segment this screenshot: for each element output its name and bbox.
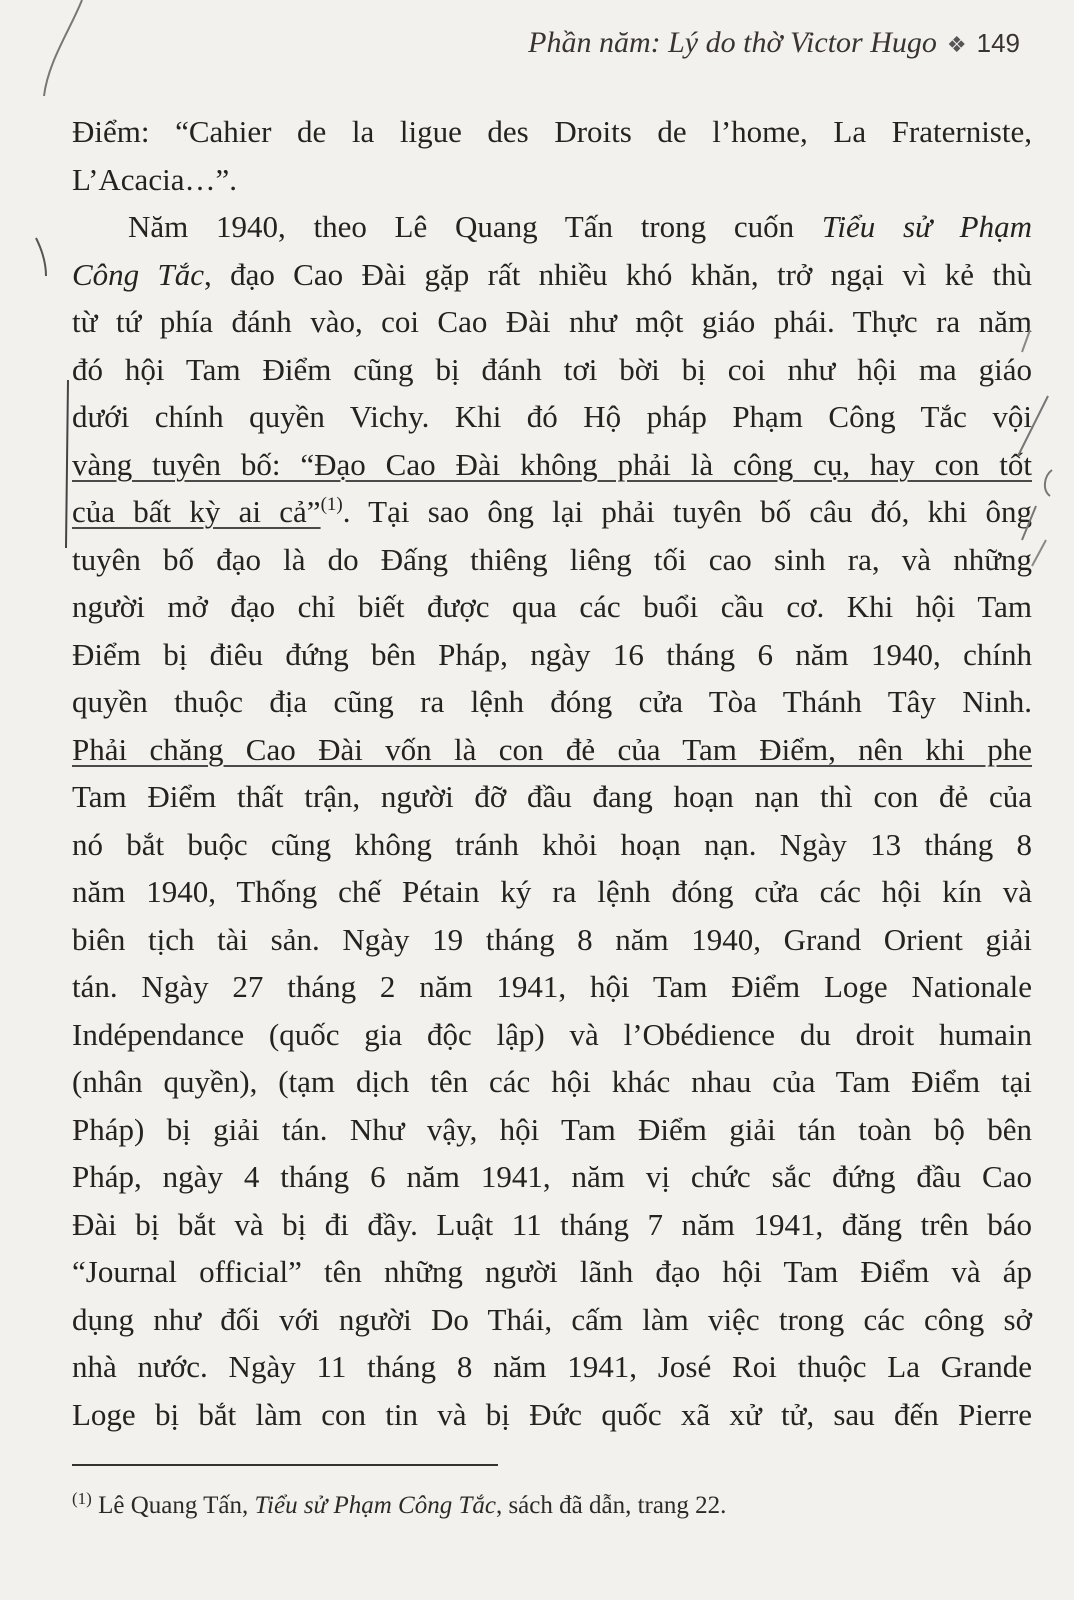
text-line: dụng như đối với người Do Thái, cấm làm việc trong các công sở xyxy=(72,1301,1032,1337)
text-line: Pháp) bị giải tán. Như vậy, hội Tam Điểm giải tán toàn bộ bên xyxy=(72,1111,1032,1147)
text-line: Tam Điểm thất trận, người đỡ đầu đang hoạn nạn thì con đẻ của xyxy=(72,779,1032,814)
text-line: nó bắt buộc cũng không tránh khỏi hoạn nạn. Ngày 13 tháng 8 xyxy=(72,826,1032,862)
text-line: Indépendance (quốc gia độc lập) và l’Obédience du droit humain xyxy=(72,1016,1032,1052)
pen-margin-curve xyxy=(44,0,82,96)
text-line-fragment: . Tại sao ông lại phải tuyên bố câu đó, khi ông xyxy=(342,494,1032,529)
text-line: tuyên bố đạo là do Đấng thiêng liêng tối cao sinh ra, và những xyxy=(72,541,1032,577)
book-title: Công Tắc xyxy=(72,256,205,292)
text-line: Pháp, ngày 4 tháng 6 năm 1941, năm vị chức sắc đứng đầu Cao xyxy=(72,1159,1032,1194)
text-line xyxy=(72,488,1032,536)
text-line: năm 1940, Thống chế Pétain ký ra lệnh đóng cửa các hội kín và xyxy=(72,874,1032,909)
text-line: tán. Ngày 27 tháng 2 năm 1941, hội Tam Điểm Loge Nationale xyxy=(72,969,1032,1004)
text-line xyxy=(72,203,1032,251)
text-line-fragment: Năm 1940, theo Lê Quang Tấn trong cuốn Tiểu sử Phạm xyxy=(128,209,1032,244)
page-number: 149 xyxy=(976,28,1020,58)
footnote-separator xyxy=(72,1464,498,1466)
text-line: nhà nước. Ngày 11 tháng 8 năm 1941, José Roi thuộc La Grande xyxy=(72,1349,1032,1384)
text-line: biên tịch tài sản. Ngày 19 tháng 8 năm 1940, Grand Orient giải xyxy=(72,921,1032,957)
running-head-title: Phần năm: Lý do thờ Victor Hugo xyxy=(528,26,937,59)
pen-margin-line xyxy=(66,380,68,548)
text-line: “Journal official” tên những người lãnh đạo hội Tam Điểm và áp xyxy=(72,1254,1032,1289)
footnote-marker: (1) xyxy=(72,1489,92,1508)
text-line: đó hội Tam Điểm cũng bị đánh tơi bời bị coi như hội ma giáo xyxy=(72,351,1032,387)
running-head xyxy=(528,26,1020,60)
text-line: Loge bị bắt làm con tin và bị Đức quốc xã xử tử, sau đến Pierre xyxy=(72,1396,1032,1432)
text-line: quyền thuộc địa cũng ra lệnh đóng cửa Tòa Thánh Tây Ninh. xyxy=(72,684,1032,719)
text-line: người mở đạo chỉ biết được qua các buổi cầu cơ. Khi hội Tam xyxy=(72,589,1032,624)
footnote xyxy=(72,1489,727,1520)
paragraph-2 xyxy=(72,203,1032,1438)
text-line: L’Acacia…”. xyxy=(72,161,237,197)
text-line: (nhân quyền), (tạm dịch tên các hội khác nhau của Tam Điểm tại xyxy=(72,1064,1032,1099)
text-line: Điểm bị điêu đứng bên Pháp, ngày 16 tháng 6 năm 1940, chính xyxy=(72,636,1032,672)
text-line: Điểm: “Cahier de la ligue des Droits de l’home, La Fraterniste, xyxy=(72,114,1032,149)
body-text xyxy=(72,108,1032,1438)
pen-margin-bracket xyxy=(36,238,46,276)
text-line: Công Tắc, đạo Cao Đài gặp rất nhiều khó khăn, trở ngại vì kẻ thù xyxy=(72,256,1032,292)
book-title: Tiểu sử Phạm xyxy=(821,209,1032,244)
pen-margin-stroke xyxy=(1032,540,1046,566)
footnote-citation: , sách đã dẫn, trang 22. xyxy=(495,1492,727,1519)
underlined-text-line: Phải chăng Cao Đài vốn là con đẻ của Tam Điểm, nên khi phe xyxy=(72,731,1032,767)
footnote-author: Lê Quang Tấn, xyxy=(98,1492,249,1519)
text-line: Đài bị bắt và bị đi đầy. Luật 11 tháng 7 năm 1941, đăng trên báo xyxy=(72,1206,1032,1242)
footnote-book-title: Tiểu sử Phạm Công Tắc xyxy=(254,1492,496,1519)
text-line: dưới chính quyền Vichy. Khi đó Hộ pháp Phạm Công Tắc vội xyxy=(72,399,1032,434)
underlined-quote-end: của bất kỳ ai cả” xyxy=(72,494,321,529)
ornament-icon: ❖ xyxy=(946,32,967,57)
text-line: từ tứ phía đánh vào, coi Cao Đài như một giáo phái. Thực ra năm xyxy=(72,304,1032,339)
paragraph-1 xyxy=(72,108,1032,203)
pen-margin-stroke xyxy=(1045,470,1052,496)
underlined-text-line: vàng tuyên bố: “Đạo Cao Đài không phải là công cụ, hay con tốt xyxy=(72,446,1032,482)
footnote-ref: (1) xyxy=(320,494,343,515)
